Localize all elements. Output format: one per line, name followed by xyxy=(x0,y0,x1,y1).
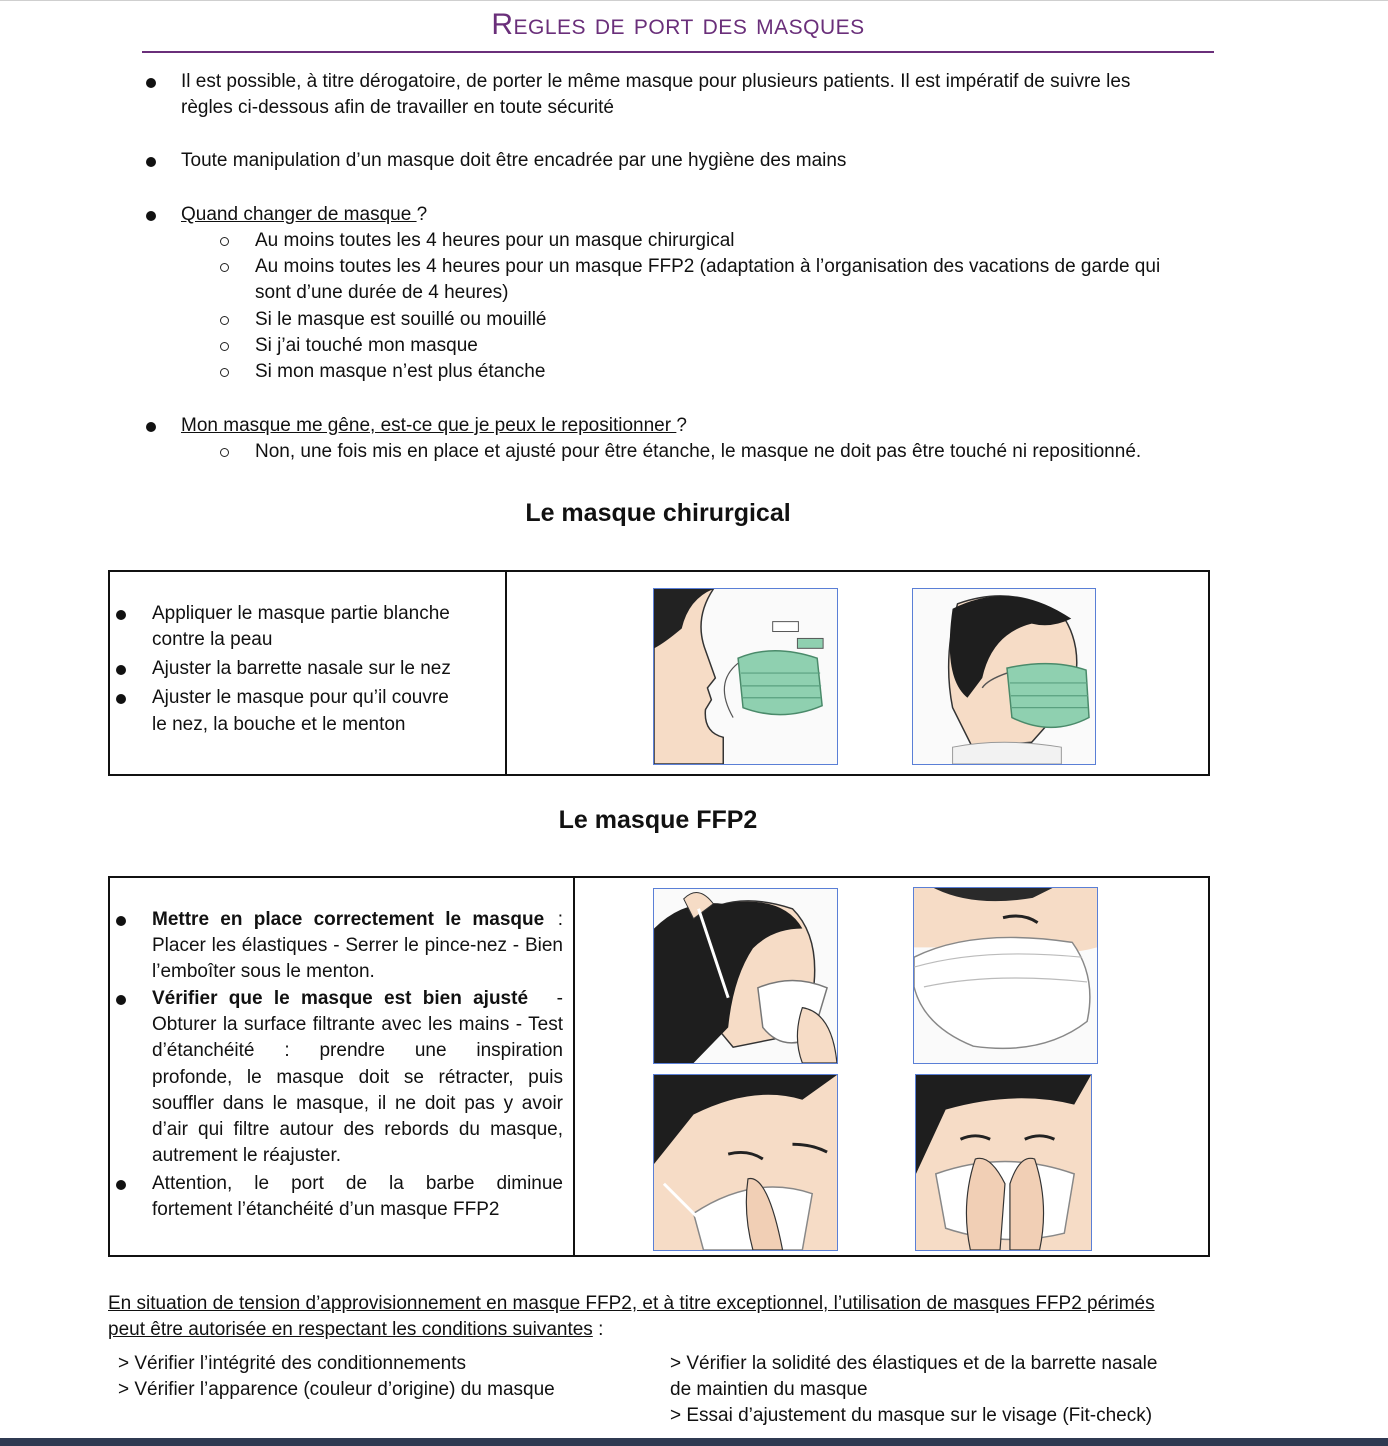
section-heading-surgical: Le masque chirurgical xyxy=(525,499,791,527)
bullet-dot xyxy=(116,916,126,926)
bullet-dot xyxy=(116,665,126,675)
sub-bullet-text: Au moins toutes les 4 heures pour un masque chirurgical xyxy=(255,230,735,251)
instruction-text: Obturer la surface filtrante avec les mains - Test xyxy=(152,1014,563,1035)
bullet-dot xyxy=(116,610,126,620)
bullet-dot xyxy=(146,422,156,432)
table-divider xyxy=(505,570,507,776)
footer-intro-text: peut être autorisée en respectant les conditions suivantes xyxy=(108,1319,593,1340)
title-underline xyxy=(142,51,1214,53)
sub-bullet-text: Si j’ai touché mon masque xyxy=(255,335,478,356)
sub-bullet-text: Au moins toutes les 4 heures pour un masque FFP2 (adaptation à l’organisation des vacations de garde qui xyxy=(255,256,1161,277)
sub-bullet-circle xyxy=(220,316,229,325)
condition-item: > Vérifier l’apparence (couleur d’origine) du masque xyxy=(118,1379,555,1400)
footer-intro-line xyxy=(108,1317,603,1343)
instruction-dash: - xyxy=(556,988,563,1009)
bullet-dot xyxy=(116,1180,126,1190)
question-heading xyxy=(181,413,687,439)
ffp2-fit-check-illustration xyxy=(915,1074,1092,1251)
footer-intro-colon: : xyxy=(592,1319,604,1340)
question-heading xyxy=(181,202,427,228)
instruction-text: autrement le réajuster. xyxy=(152,1145,342,1166)
window-bottom-bar xyxy=(0,1438,1388,1446)
instruction-text: Attention, le port de la barbe diminue xyxy=(152,1173,563,1194)
instruction-text: profonde, le masque doit se rétracter, puis xyxy=(152,1067,563,1088)
surgical-mask-side-illustration xyxy=(653,588,838,765)
question-mark: ? xyxy=(676,415,687,436)
ffp2-mask-closeup-illustration xyxy=(913,887,1098,1064)
instruction-text: contre la peau xyxy=(152,629,273,650)
bullet-dot xyxy=(116,995,126,1005)
footer-intro-line: En situation de tension d’approvisionnement en masque FFP2, et à titre exceptionnel, l’utilisation de masques FFP2 périmés xyxy=(108,1293,1155,1314)
sub-bullet-circle xyxy=(220,237,229,246)
section-heading-ffp2: Le masque FFP2 xyxy=(558,806,758,834)
sub-bullet-circle xyxy=(220,263,229,272)
question-heading-text: Mon masque me gêne, est-ce que je peux le repositionner xyxy=(181,415,677,436)
table-divider xyxy=(573,876,575,1257)
ffp2-elastics-illustration xyxy=(653,888,838,1064)
condition-item: > Essai d’ajustement du masque sur le visage (Fit-check) xyxy=(670,1405,1153,1426)
bullet-text: règles ci-dessous afin de travailler en toute sécurité xyxy=(181,97,615,118)
instruction-bold: Vérifier que le masque est bien ajusté xyxy=(152,988,529,1009)
bullet-dot xyxy=(146,211,156,221)
surgical-mask-worn-illustration xyxy=(912,588,1096,765)
instruction-bold: Mettre en place correctement le masque xyxy=(152,909,545,930)
instruction-text: souffler dans le masque, il ne doit pas y avoir xyxy=(152,1093,563,1114)
instruction-text: Placer les élastiques - Serrer le pince-nez - Bien xyxy=(152,935,563,956)
ffp2-nose-clip-illustration xyxy=(653,1074,838,1251)
bullet-dot xyxy=(116,694,126,704)
top-border xyxy=(0,0,1388,1)
sub-bullet-circle xyxy=(220,448,229,457)
bullet-text: Il est possible, à titre dérogatoire, de porter le même masque pour plusieurs patients. Il est impératif de suivre les xyxy=(181,71,1131,92)
question-mark: ? xyxy=(416,204,428,225)
sub-bullet-circle xyxy=(220,368,229,377)
instruction-heading xyxy=(152,907,563,933)
instruction-text: le nez, la bouche et le menton xyxy=(152,714,406,735)
page-title: Regles de port des masques xyxy=(491,8,865,41)
instruction-heading xyxy=(152,986,563,1012)
instruction-text: fortement l’étanchéité d’un masque FFP2 xyxy=(152,1199,500,1220)
bullet-dot xyxy=(146,157,156,167)
instruction-text: Ajuster la barrette nasale sur le nez xyxy=(152,658,451,679)
sub-bullet-text: Si le masque est souillé ou mouillé xyxy=(255,309,547,330)
sub-bullet-text: Non, une fois mis en place et ajusté pour être étanche, le masque ne doit pas être touché ni repositionné. xyxy=(255,441,1142,462)
condition-item: de maintien du masque xyxy=(670,1379,868,1400)
bullet-text: Toute manipulation d’un masque doit être encadrée par une hygiène des mains xyxy=(181,150,847,171)
question-heading-text: Quand changer de masque xyxy=(181,204,417,225)
instruction-text: Appliquer le masque partie blanche xyxy=(152,603,450,624)
sub-bullet-text: Si mon masque n’est plus étanche xyxy=(255,361,546,382)
instruction-text: Ajuster le masque pour qu’il couvre xyxy=(152,687,449,708)
instruction-text: d’air qui filtre autour des rebords du masque, xyxy=(152,1119,563,1140)
condition-item: > Vérifier la solidité des élastiques et de la barrette nasale xyxy=(670,1353,1158,1374)
condition-item: > Vérifier l’intégrité des conditionnements xyxy=(118,1353,466,1374)
instruction-text: l’emboîter sous le menton. xyxy=(152,961,375,982)
instruction-colon: : xyxy=(557,909,563,930)
sub-bullet-circle xyxy=(220,342,229,351)
bullet-dot xyxy=(146,78,156,88)
sub-bullet-text: sont d’une durée de 4 heures) xyxy=(255,282,509,303)
instruction-text: d’étanchéité : prendre une inspiration xyxy=(152,1040,563,1061)
